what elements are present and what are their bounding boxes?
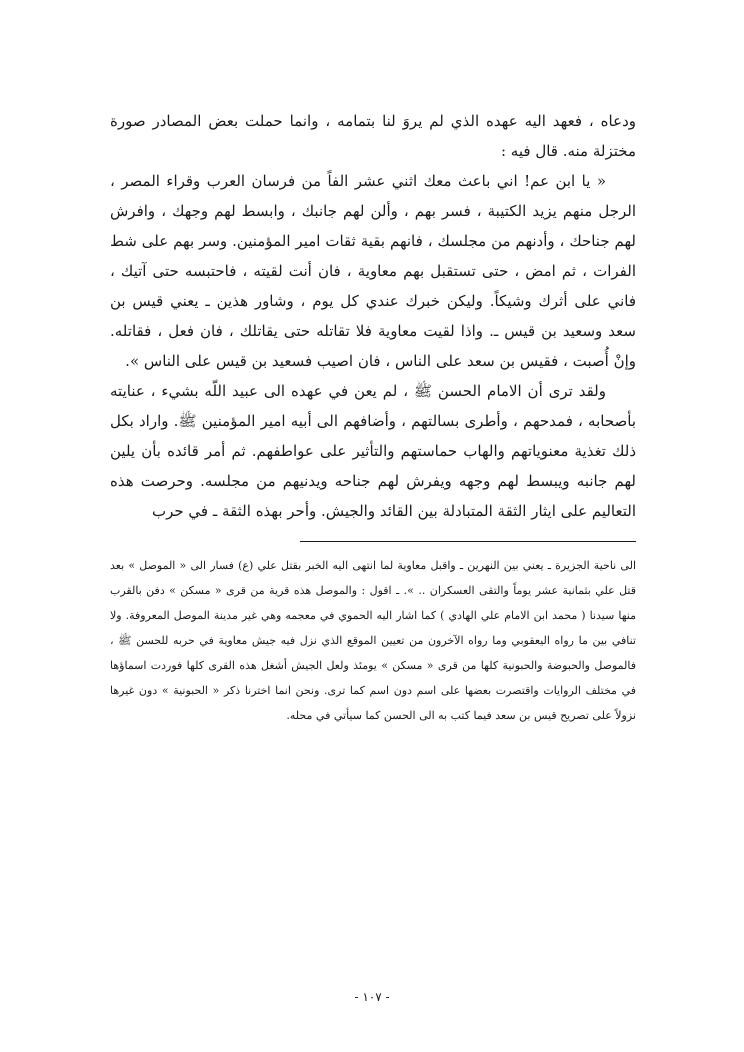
page-number: - ١٠٧ - — [354, 990, 390, 1004]
footnote-separator — [300, 541, 636, 542]
footnote-text: الى ناحية الجزيرة ـ يعني بين النهرين ـ واقبل معاوية لما انتهى اليه الخبر بقتل علي (ع) فسار الى « الموصل » بعد قتل علي بثمانية عشر يوماً والتقى العسكران .. ». ـ اقول : والموصل هذه قرية من قرى « مسكن » دفن بالقرب منها سيدنا ( محمد ابن الامام علي الهادي ) كما اشار اليه الحموي في معجمه وهي غير مدينة الموصل المعروفة. ولا تنافي بين ما رواه اليعقوبي وما رواه الآخرون من تعيين الموقع الذي نزل فيه جيش معاوية في حربه للحسن ﷺ ، فالموصل والحبوضة والحبونية كلها من قرى « مسكن » يومئذ ولعل الجيش أشغل هذه القرى كلها فوردت اسماؤها في مختلف الروايات واقتصرت بعضها على اسم دون اسم كما ترى. ونحن انما اخترنا ذكر « الحبونية » دون غيرها نزولاً على تصريح قيس بن سعد فيما كتب به الى الحسن كما سيأتي في محله. — [110, 559, 636, 722]
paragraph-1: ودعاه ، فعهد اليه عهده الذي لم يروَ لنا بتمامه ، وانما حملت بعض المصادر صورة مختزلة منه. قال فيه : — [110, 112, 636, 160]
main-text — [110, 106, 636, 526]
paragraph-2-quote: « يا ابن عم! اني باعث معك اثني عشر الفاً من فرسان العرب وقراء المصر ، الرجل منهم يزيد الكتيبة ، فسر بهم ، وألن لهم جانبك ، وابسط لهم وجهك ، وافرش لهم جناحك ، وأدنهم من مجلسك ، فانهم بقية ثقات امير المؤمنين. وسر بهم على شط الفرات ، ثم امض ، حتى تستقبل بهم معاوية ، فان أنت لقيته ، فاحتبسه حتى آتيك ، فاني على أثرك وشيكاً. وليكن خبرك عندي كل يوم ، وشاور هذين ـ يعني قيس بن سعد وسعيد بن قيس ـ. واذا لقيت معاوية فلا تقاتله حتى يقاتلك ، فان فعل ، فقاتله. وإنْ أُصبت ، فقيس بن سعد على الناس ، فان اصيب فسعيد بن قيس على الناس ». — [110, 172, 636, 370]
paragraph-3: ولقد ترى أن الامام الحسن ﷺ ، لم يعن في عهده الى عبيد اللّه بشيء ، عنايته بأصحابه ، فمدحهم ، وأطرى بسالتهم ، وأضافهم الى أبيه امير المؤمنين ﷺ. واراد بكل ذلك تغذية معنوياتهم والهاب حماستهم والتأثير على عواطفهم. ثم أمر قائده بأن يلين لهم جانبه ويبسط لهم وجهه ويفرش لهم جناحه ويدنيهم من مجلسه. وحرصت هذه التعاليم على ايثار الثقة المتبادلة بين القائد والجيش. وأحر بهذه الثقة ـ في حرب — [110, 382, 636, 520]
footnote — [110, 553, 636, 728]
